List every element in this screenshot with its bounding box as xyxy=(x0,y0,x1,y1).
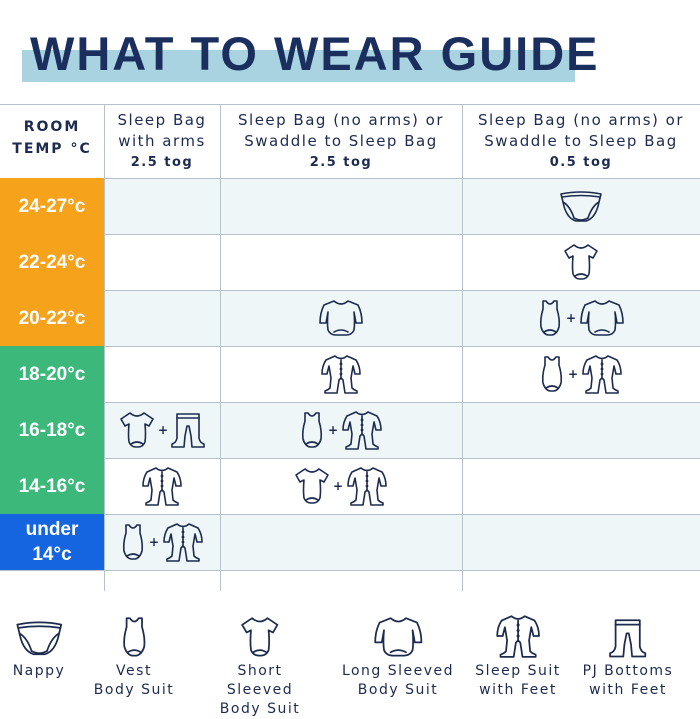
title-banner xyxy=(0,0,700,105)
temperature-label xyxy=(0,346,104,402)
grid-line-horizontal xyxy=(0,104,700,105)
legend-label-line: with Feet xyxy=(479,682,557,698)
sleep-suit-with-feet-icon xyxy=(581,354,623,394)
column-header xyxy=(104,110,220,173)
temperature-text: 24-27°c xyxy=(18,195,86,217)
sleep-suit-with-feet-icon xyxy=(162,522,204,562)
legend-label-line: Short Sleeved xyxy=(226,663,294,698)
outfit-cell xyxy=(220,458,462,514)
outfit-cell xyxy=(462,234,700,290)
temperature-text: 20-22°c xyxy=(18,307,86,329)
sleep-suit-with-feet-icon xyxy=(346,466,388,506)
outfit-cell xyxy=(462,346,700,402)
pj-bottoms-with-feet-icon xyxy=(609,618,646,658)
vest-body-suit-icon xyxy=(299,411,325,449)
legend-label xyxy=(570,662,686,700)
temperature-text: 14-16°c xyxy=(18,475,86,497)
legend-item xyxy=(340,608,456,700)
short-sleeved-body-suit-icon xyxy=(240,616,280,658)
column-header-line: Swaddle to Sleep Bag xyxy=(244,132,438,150)
outfit-cell xyxy=(462,458,700,514)
outfit-cell xyxy=(104,178,220,234)
temperature-text: 22-24°c xyxy=(18,251,86,273)
outfit-cell xyxy=(104,290,220,346)
short-sleeved-body-suit-icon xyxy=(563,243,599,281)
column-header-line: Swaddle to Sleep Bag xyxy=(484,132,678,150)
temperature-text: 18-20°c xyxy=(18,363,86,385)
legend-label-line: Long Sleeved xyxy=(341,663,455,679)
sleep-suit-with-feet-icon xyxy=(495,614,541,658)
legend-label-line: Vest xyxy=(116,663,152,679)
column-header-line: Sleep Bag (no arms) or xyxy=(478,111,684,129)
outfit-cell xyxy=(104,346,220,402)
plus-sign: + xyxy=(157,423,169,437)
vest-body-suit-icon xyxy=(120,616,149,658)
short-sleeved-body-suit-icon xyxy=(294,467,330,505)
vest-body-suit-icon xyxy=(539,355,565,393)
outfit-cell xyxy=(462,290,700,346)
legend-label-line: Nappy xyxy=(12,663,66,679)
temperature-text-line: 14°c xyxy=(32,544,72,565)
pj-bottoms-with-feet-icon xyxy=(171,412,205,448)
temperature-text: 16-18°c xyxy=(18,419,86,441)
nappy-icon xyxy=(558,188,604,224)
legend-label-line: Body Suit xyxy=(219,701,301,717)
column-header xyxy=(220,110,462,173)
outfit-cell xyxy=(220,514,462,570)
outfit-cell xyxy=(220,402,462,458)
outfit-cell xyxy=(104,402,220,458)
outfit-cell xyxy=(220,178,462,234)
long-sleeved-body-suit-icon xyxy=(318,299,364,337)
tog-rating: 2.5 tog xyxy=(309,155,373,170)
tog-rating: 0.5 tog xyxy=(549,155,613,170)
grid-line-horizontal xyxy=(0,570,700,571)
temperature-label xyxy=(0,458,104,514)
vest-body-suit-icon xyxy=(537,299,563,337)
legend-item xyxy=(76,608,192,700)
outfit-cell xyxy=(462,402,700,458)
legend-label-line: with Feet xyxy=(589,682,667,698)
room-temp-header xyxy=(0,116,104,160)
legend-label xyxy=(202,662,318,719)
page-title: WHAT TO WEAR GUIDE xyxy=(30,27,600,80)
legend-label-line: Sleep Suit xyxy=(475,663,561,679)
nappy-icon xyxy=(14,618,65,658)
vest-body-suit-icon xyxy=(120,523,146,561)
legend-label xyxy=(460,662,576,700)
sleep-suit-with-feet-icon xyxy=(320,354,362,394)
sleep-suit-with-feet-icon xyxy=(141,466,183,506)
legend-label-line: Body Suit xyxy=(357,682,439,698)
what-to-wear-table xyxy=(0,104,700,591)
column-header xyxy=(462,110,700,173)
column-header-line: Sleep Bag xyxy=(117,111,207,129)
legend-icon-wrap xyxy=(460,608,576,658)
outfit-cell xyxy=(220,346,462,402)
temperature-text xyxy=(26,517,79,567)
legend-item xyxy=(570,608,686,700)
column-header-line: with arms xyxy=(118,132,206,150)
sleep-suit-with-feet-icon xyxy=(341,410,383,450)
legend-label xyxy=(340,662,456,700)
tog-rating: 2.5 tog xyxy=(130,155,194,170)
plus-sign: + xyxy=(567,367,579,381)
legend-icon-wrap xyxy=(76,608,192,658)
outfit-cell xyxy=(104,458,220,514)
legend-label-line: Body Suit xyxy=(93,682,175,698)
legend-item xyxy=(202,608,318,719)
short-sleeved-body-suit-icon xyxy=(119,411,155,449)
long-sleeved-body-suit-icon xyxy=(579,299,625,337)
temperature-label xyxy=(0,178,104,234)
legend-label-line: PJ Bottoms xyxy=(582,663,674,679)
temperature-label xyxy=(0,514,104,570)
plus-sign: + xyxy=(565,311,577,325)
column-header-line: Sleep Bag (no arms) or xyxy=(238,111,444,129)
temperature-label xyxy=(0,290,104,346)
room-temp-header-line: TEMP °C xyxy=(12,141,92,157)
plus-sign: + xyxy=(327,423,339,437)
legend-icon-wrap xyxy=(202,608,318,658)
outfit-cell xyxy=(220,234,462,290)
temperature-label xyxy=(0,402,104,458)
legend-icon-wrap xyxy=(340,608,456,658)
temperature-text-line: under xyxy=(25,519,79,540)
plus-sign: + xyxy=(148,535,160,549)
outfit-cell xyxy=(104,234,220,290)
outfit-cell xyxy=(462,514,700,570)
outfit-cell xyxy=(104,514,220,570)
legend-label xyxy=(76,662,192,700)
long-sleeved-body-suit-icon xyxy=(373,616,424,658)
legend-icon-wrap xyxy=(570,608,686,658)
temperature-label xyxy=(0,234,104,290)
room-temp-header-line: ROOM xyxy=(23,119,81,135)
outfit-cell xyxy=(220,290,462,346)
plus-sign: + xyxy=(332,479,344,493)
outfit-cell xyxy=(462,178,700,234)
legend-item xyxy=(460,608,576,700)
